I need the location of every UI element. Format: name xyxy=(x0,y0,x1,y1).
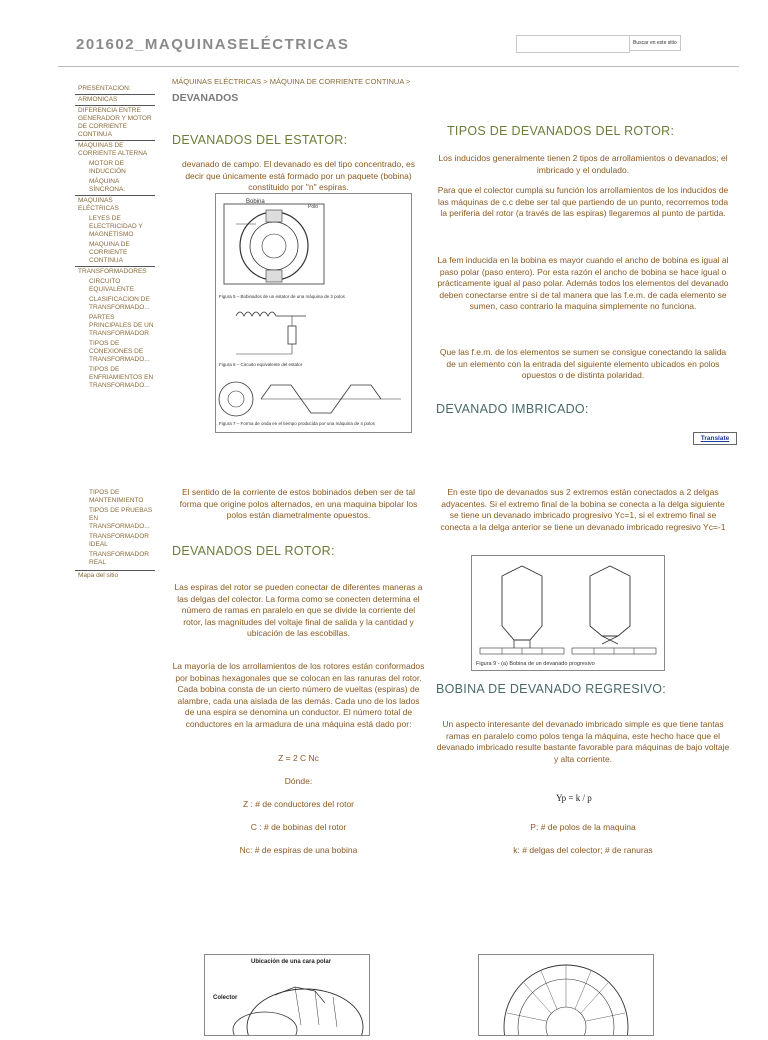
sidebar-item[interactable]: TIPOS DE CONEXIONES DE TRANSFORMADO... xyxy=(89,340,150,363)
figure-devanado-progresivo xyxy=(471,555,665,671)
estator-text-2: El sentido de la corriente de estos bobinados deben ser de tal forma que origine polos alternados, en una maquina bipolar los polos están diametralmente opuestos. xyxy=(179,487,418,520)
figure-5-caption: Figura 5 – Bobinados de un estator de una máquina de 2 polos xyxy=(219,294,345,299)
search-input[interactable] xyxy=(516,35,630,53)
sidebar-item[interactable]: MÁQUINA SÍNCRONA: xyxy=(75,177,155,196)
sidebar-nav-continued xyxy=(75,488,155,581)
section-title-imbricado: DEVANADO IMBRICADO: xyxy=(436,402,589,416)
definition-nc: Nc: # de espiras de una bobina xyxy=(239,845,358,855)
figure-label-polo: Polo xyxy=(308,204,319,210)
sidebar-item[interactable]: PARTES PRINCIPALES DE UN TRANSFORMADOR xyxy=(89,314,154,337)
estator-figure-drawing xyxy=(216,194,411,432)
definition-k: k: # delgas del colector; # de ranuras xyxy=(513,845,653,855)
section-title-rotor: DEVANADOS DEL ROTOR: xyxy=(172,544,335,558)
sitemap-link[interactable]: Mapa del sitio xyxy=(75,570,155,581)
figure-label-bobina: Bobina xyxy=(246,199,265,205)
section-title-regresivo: BOBINA DE DEVANADO REGRESIVO: xyxy=(436,682,667,696)
section-title-estator: DEVANADOS DEL ESTATOR: xyxy=(172,133,348,147)
sidebar-item[interactable]: MAQUINA DE CORRIENTE CONTINUA xyxy=(75,240,155,267)
site-title[interactable]: 201602_MAQUINASELÉCTRICAS xyxy=(76,36,350,53)
header-divider xyxy=(58,66,739,67)
donde-label: Dónde: xyxy=(284,776,313,786)
rotor-text-2: La mayoría de los arrollamientos de los rotores están conformados por bobinas hexagonales que se colocan en las ranuras del rotor. Cada bobina consta de un cierto número de vueltas (espiras) de alambre, cada una aislada de las demás. Cada uno de los lados de una espira se denomina un conductor. El número total de conductores en la armadura de una máquina está dado por: xyxy=(172,661,425,729)
search-button[interactable]: Buscar en este sitio xyxy=(629,35,681,51)
figure-estator xyxy=(215,193,412,433)
regresivo-text: Un aspecto interesante del devanado imbricado simple es que tiene tantas ramas en paralelo como polos tenga la máquina, este hecho hace que el devanado imbricado resulte bastante favorable para máquinas de bajo voltaje y alta corriente. xyxy=(436,719,730,764)
figure-6-caption: Figura 6 – Circuito equivalente del estator xyxy=(219,362,303,367)
sidebar-item[interactable]: MAQUINAS ELÉCTRICAS xyxy=(78,197,119,212)
definition-p: P: # de polos de la maquina xyxy=(530,822,636,832)
imbricado-text: En este tipo de devanados sus 2 extremos están conectados a 2 delgas adyacentes. Si el extremo final de la bobina se conecta a la delga siguiente se tiene un devanado imbricado progresivo Yc=1, si el extremo final se conecta a la delga anterior se tiene un devanado imbricado regresivo Yc=-1 xyxy=(440,487,726,532)
sidebar-item[interactable]: PRESENTACION: xyxy=(75,84,155,95)
devanado-circular-drawing xyxy=(479,955,653,1035)
sidebar-item[interactable]: TIPOS DE ENFRIAMIENTOS EN TRANSFORMADO... xyxy=(89,366,154,389)
tipos-text-2: Para que el colector cumpla su función los arrollamientos de los inducidos de las máquinas de c.c debe ser tal que partiendo de un punto, recorremos toda la periferia del rotor (a través de las espiras) llegaremos al punto de partida. xyxy=(437,185,729,218)
sidebar-item[interactable]: MOTOR DE INDUCCIÓN xyxy=(89,160,126,175)
tipos-text-3: La fem inducida en la bobina es mayor cuando el ancho de bobina es igual al paso polar (paso entero). Por esta razón el ancho de bobina se hace igual o prácticamente igual al paso polar. Además todos los elementos del devanado deben conectarse entre sí de tal manera que las f.e.m. de cada elemento se sumen, caso contrario la maquina simplemente no funciona. xyxy=(437,255,729,311)
sidebar-item[interactable]: TRANSFORMADOR REAL xyxy=(89,551,149,566)
sidebar-item[interactable]: TRANSFORMADOR IDEAL xyxy=(89,533,149,548)
figure-9-caption: Figura 9 - (a) Bobina de un devanado progresivo xyxy=(476,661,595,667)
tipos-text-1: Los inducidos generalmente tienen 2 tipos de arrollamientos o devanados; el imbricado y el ondulado. xyxy=(438,153,728,175)
sidebar-item[interactable]: CIRCUITO EQUIVALENTE xyxy=(89,278,135,293)
definition-c: C : # de bobinas del rotor xyxy=(250,822,347,832)
sidebar-item[interactable]: LEYES DE ELECTRICIDAD Y MAGNETISMO xyxy=(89,215,143,238)
rotor-text-1: Las espiras del rotor se pueden conectar de diferentes maneras a las delgas del colector. La forma como se conecten determina el número de ramas en paralelo en que se divide la corriente del rotor, las magnitudes del voltaje final de salida y la cantidad y ubicación de las escobillas. xyxy=(174,582,423,638)
sidebar-item[interactable]: MAQUINAS DE CORRIENTE ALTERNA xyxy=(78,142,148,157)
estator-text: devanado de campo. El devanado es del tipo concentrado, es decir que únicamente está formado por un paquete (bobina) constituido por "n" espiras. xyxy=(182,159,415,192)
translate-button[interactable]: Translate xyxy=(693,432,737,445)
sidebar-item[interactable]: ARMONICAS xyxy=(75,95,155,106)
progresivo-figure-drawing xyxy=(472,556,664,670)
page-title: DEVANADOS xyxy=(172,92,239,104)
tipos-text-4: Que las f.e.m. de los elementos se sumen se consigue conectando la salida de un elemento con la entrada del siguiente elemento ubicados en polos opuestos o de distinta polaridad. xyxy=(439,347,727,380)
rotor-colector-drawing xyxy=(205,955,369,1035)
sidebar-item[interactable]: TIPOS DE MANTENIMIENTO xyxy=(89,489,144,504)
sidebar-item[interactable]: TIPOS DE PRUEBAS EN TRANSFORMADO... xyxy=(89,507,153,530)
breadcrumb[interactable]: MÁQUINAS ELÉCTRICAS > MÁQUINA DE CORRIENTE CONTINUA > xyxy=(172,77,411,86)
sidebar-nav xyxy=(75,84,155,391)
section-title-tipos: TIPOS DE DEVANADOS DEL ROTOR: xyxy=(447,124,675,138)
sidebar-item[interactable]: DIFERENCIA ENTRE GENERADOR Y MOTOR DE CORRIENTE CONTINUA xyxy=(75,106,155,141)
sidebar-item[interactable]: CLASIFICACION DE TRANSFORMADO... xyxy=(89,296,150,311)
formula-yp: Yp = k / p xyxy=(556,793,592,803)
formula-z: Z = 2 C Nc xyxy=(278,753,319,763)
figure-label-colector: Colector xyxy=(213,995,238,1001)
figure-7-caption: Figura 7 – Forma de onda en el tiempo producida por una máquina de 4 polos xyxy=(219,421,375,426)
figure-label-ubicacion: Ubicación de una cara polar xyxy=(251,959,332,965)
sidebar-item[interactable]: TRANSFORMADORES xyxy=(78,268,147,275)
definition-z: Z : # de conductores del rotor xyxy=(242,799,355,809)
